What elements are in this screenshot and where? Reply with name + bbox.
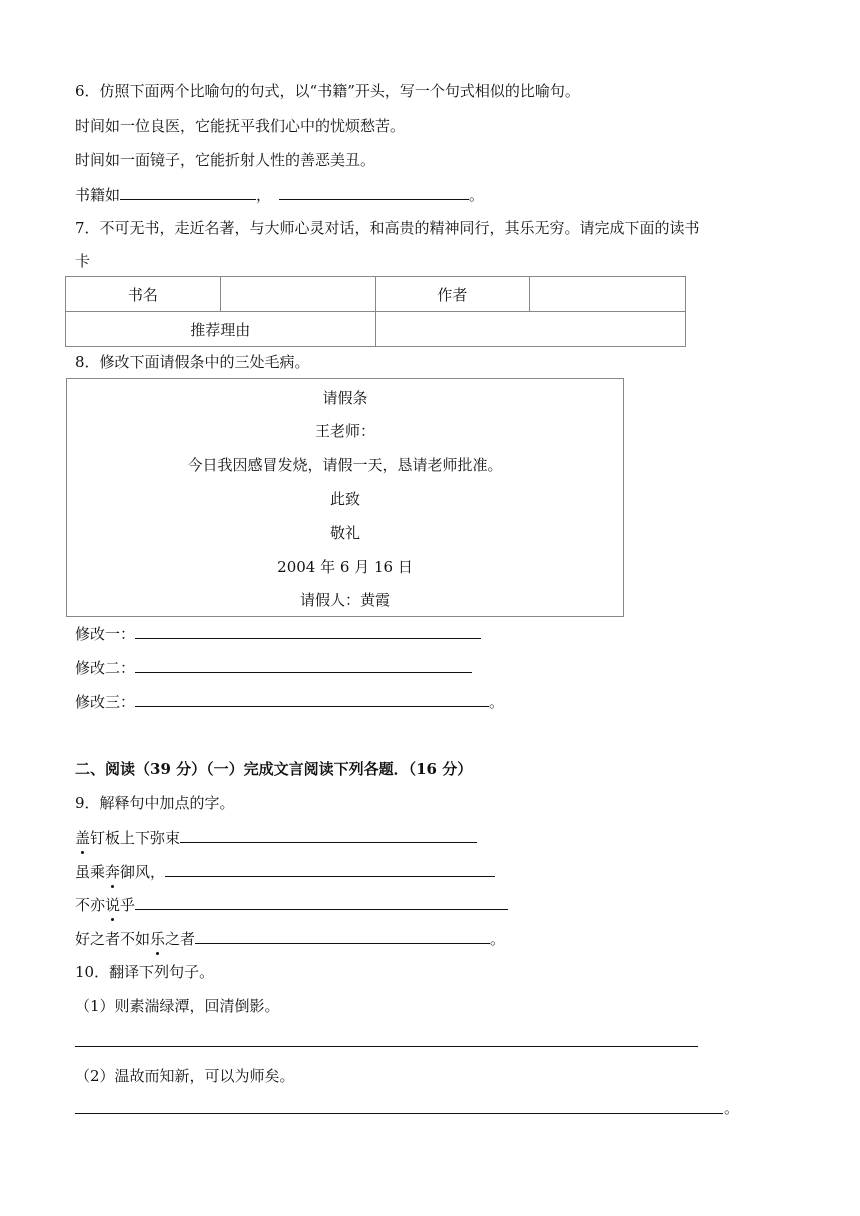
fix-2-blank[interactable] xyxy=(135,657,472,673)
q6-answer-prefix: 书籍如 xyxy=(75,186,121,204)
q10-answer-line-1[interactable] xyxy=(75,1046,698,1047)
q10-period: 。 xyxy=(724,1099,740,1117)
q6-prompt: 6．仿照下面两个比喻句的句式，以“书籍”开头，写一个句式相似的比喻句。 xyxy=(75,82,580,100)
fix-1-blank[interactable] xyxy=(135,623,481,639)
note-salutation: 王老师： xyxy=(314,422,375,440)
fix-3-period: 。 xyxy=(489,693,505,711)
q9-item-3: 不亦说乎 xyxy=(75,894,508,915)
reason-label: 推荐理由 xyxy=(66,312,376,347)
author-cell[interactable] xyxy=(530,277,686,312)
fix-3-label: 修改三： xyxy=(75,693,136,711)
q6-comma: ， xyxy=(256,186,272,204)
dotted-char: 盖 xyxy=(75,829,91,847)
reason-cell[interactable] xyxy=(375,312,686,347)
fix-2-line xyxy=(75,657,472,678)
author-label: 作者 xyxy=(375,277,530,312)
book-label: 书名 xyxy=(66,277,221,312)
reading-card xyxy=(65,276,686,347)
q9-blank-1[interactable] xyxy=(180,827,477,843)
leave-note-box xyxy=(66,378,624,617)
book-cell[interactable] xyxy=(220,277,375,312)
fix-1-label: 修改一： xyxy=(75,625,136,643)
q9-item-2: 虽乘奔御风， xyxy=(75,861,495,882)
q9-blank-4[interactable] xyxy=(195,928,490,944)
q6-blank-2[interactable] xyxy=(279,184,469,200)
q6-period: 。 xyxy=(469,186,485,204)
q9-item-4: 好之者不如乐之者 。 xyxy=(75,930,506,948)
q10-prompt: 10．翻译下列句子。 xyxy=(75,963,215,981)
q6-blank-1[interactable] xyxy=(120,184,256,200)
note-title: 请假条 xyxy=(322,389,368,407)
q7-prompt-line-1: 7．不可无书，走近名著，与大师心灵对话，和高贵的精神同行，其乐无穷。请完成下面的读书 xyxy=(75,219,700,237)
q9-prompt: 9．解释句中加点的字。 xyxy=(75,794,235,812)
fix-3-line xyxy=(75,691,504,712)
q6-example-2: 时间如一面镜子，它能折射人性的善恶美丑。 xyxy=(75,151,376,169)
note-body: 今日我因感冒发烧，请假一天，恳请老师批准。 xyxy=(187,456,503,474)
q6-example-1: 时间如一位良医，它能抚平我们心中的忧烦愁苦。 xyxy=(75,117,406,135)
note-signature: 请假人：黄霞 xyxy=(299,591,390,609)
q8-prompt: 8．修改下面请假条中的三处毛病。 xyxy=(75,353,310,371)
q9-blank-2[interactable] xyxy=(165,861,495,877)
fix-2-label: 修改二： xyxy=(75,659,136,677)
q10-sentence-1: （1）则素湍绿潭，回清倒影。 xyxy=(75,997,280,1015)
dotted-char: 乐 xyxy=(150,930,166,948)
q7-prompt-line-2: 卡 xyxy=(75,252,91,270)
q9-item-1: 盖钉板上下弥束 xyxy=(75,827,477,848)
note-closing-2: 敬礼 xyxy=(329,524,360,542)
note-date: 2004 年 6 月 16 日 xyxy=(277,558,413,576)
fix-3-blank[interactable] xyxy=(135,691,489,707)
section-heading: 二、阅读（39 分）（一）完成文言阅读下列各题．（16 分） xyxy=(75,760,473,778)
dotted-char: 奔 xyxy=(105,863,121,881)
note-closing-1: 此致 xyxy=(329,490,360,508)
q10-sentence-2: （2）温故而知新，可以为师矣。 xyxy=(75,1067,295,1085)
q9-blank-3[interactable] xyxy=(135,894,508,910)
fix-1-line xyxy=(75,623,481,644)
q10-answer-line-2[interactable] xyxy=(75,1113,723,1114)
dotted-char: 说 xyxy=(105,896,121,914)
q6-answer-line xyxy=(75,184,484,205)
